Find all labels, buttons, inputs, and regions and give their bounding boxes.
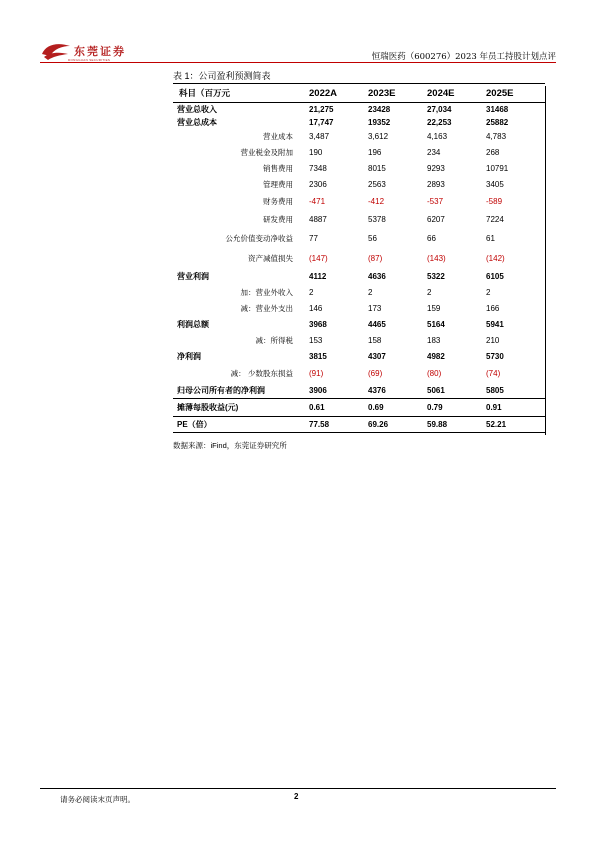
row-label: 摊薄每股收益(元) (173, 399, 309, 417)
table-cell: 158 (368, 336, 382, 345)
table-row (173, 317, 545, 333)
table-cell: 2 (309, 288, 314, 297)
table-cell: 31468 (486, 104, 509, 114)
row-label: 归母公司所有者的净利润 (177, 385, 265, 395)
row-label: 减： 少数股东损益 (230, 369, 293, 378)
table-cell: 19352 (368, 117, 391, 127)
table-cell: 146 (309, 304, 323, 313)
column-header: 2024E (427, 87, 455, 99)
table-cell: 2893 (427, 180, 445, 189)
table-cell: 66 (427, 234, 436, 243)
table-cell: 159 (427, 304, 441, 313)
table-cell: -412 (368, 197, 385, 206)
forecast-table-section (173, 70, 545, 433)
logo-text: 东莞证券 (74, 45, 126, 58)
table-row (173, 161, 545, 177)
table-cell: 0.79 (427, 399, 486, 417)
table-cell: 4982 (427, 352, 445, 361)
table-cell: 4465 (368, 320, 386, 329)
row-label: 营业成本 (263, 132, 293, 141)
table-cell: 2306 (309, 180, 327, 189)
row-label: 资产减值损失 (248, 254, 293, 263)
table-cell: 3,487 (309, 132, 330, 141)
row-label: 公允价值变动净收益 (225, 234, 293, 243)
table-cell: 3,612 (368, 132, 389, 141)
row-label: 财务费用 (263, 197, 293, 206)
column-header: 科目（百万元 (179, 88, 231, 98)
table-cell: 5730 (486, 352, 504, 361)
table-cell: (147) (309, 254, 328, 263)
table-cell: 56 (368, 234, 377, 243)
column-header: 2022A (309, 87, 337, 99)
table-cell: (80) (427, 369, 442, 378)
logo-subtext: DONGGUAN SECURITIES (68, 58, 111, 62)
table-row (173, 285, 545, 301)
table-cell: 196 (368, 148, 382, 157)
table-row (173, 145, 545, 161)
row-label: 净利润 (177, 352, 201, 361)
table-cell: 77 (309, 234, 318, 243)
table-cell: 3815 (309, 352, 327, 361)
table-row (173, 103, 545, 116)
column-header: 2025E (486, 87, 514, 99)
table-cell: 166 (486, 304, 500, 313)
table-row (173, 177, 545, 193)
data-source-note: 数据来源：iFind，东莞证券研究所 (173, 441, 287, 450)
forecast-table (173, 83, 545, 433)
table-cell: 3968 (309, 320, 327, 329)
table-cell: 4112 (309, 272, 327, 281)
table-cell: 21,275 (309, 104, 334, 114)
table-title: 表 1：公司盈利预测简表 (173, 71, 271, 81)
table-cell: 173 (368, 304, 382, 313)
row-label: 研发费用 (263, 215, 293, 224)
table-row (173, 129, 545, 145)
table-header-row (173, 84, 545, 103)
table-row (173, 383, 545, 399)
table-row (173, 229, 545, 249)
table-cell: 52.21 (486, 417, 545, 433)
table-cell: 2563 (368, 180, 386, 189)
footer-disclaimer: 请务必阅读末页声明。 (60, 795, 135, 804)
table-cell: 10791 (486, 164, 509, 173)
table-cell: (143) (427, 254, 446, 263)
table-cell: 27,034 (427, 104, 452, 114)
table-cell: 234 (427, 148, 441, 157)
table-cell: 25882 (486, 117, 509, 127)
row-label: 利润总额 (177, 320, 209, 329)
table-cell: (74) (486, 369, 501, 378)
table-cell: 5322 (427, 272, 445, 281)
table-row (173, 365, 545, 383)
table-cell: (87) (368, 254, 383, 263)
table-cell: (69) (368, 369, 383, 378)
footer-divider (40, 788, 556, 789)
table-cell: 3906 (309, 385, 327, 395)
table-cell: 4,163 (427, 132, 448, 141)
table-cell: 5061 (427, 385, 445, 395)
table-row (173, 269, 545, 285)
table-row (173, 301, 545, 317)
table-row (173, 333, 545, 349)
table-cell: 61 (486, 234, 495, 243)
table-cell: 4887 (309, 215, 327, 224)
table-cell: 17,747 (309, 117, 334, 127)
row-label: 营业利润 (177, 272, 209, 281)
table-row (173, 417, 545, 433)
table-cell: 4307 (368, 352, 386, 361)
table-cell: 153 (309, 336, 323, 345)
column-header: 2023E (368, 87, 396, 99)
table-row (173, 211, 545, 229)
table-cell: 6207 (427, 215, 445, 224)
table-cell: 22,253 (427, 117, 452, 127)
table-cell: 4636 (368, 272, 386, 281)
table-cell: -471 (309, 197, 326, 206)
table-cell: 3405 (486, 180, 504, 189)
table-cell: 9293 (427, 164, 445, 173)
table-row (173, 193, 545, 211)
row-label: 减：所得税 (255, 336, 293, 345)
table-cell: 2 (368, 288, 373, 297)
table-row (173, 399, 545, 417)
table-cell: 7224 (486, 215, 504, 224)
table-cell: 7348 (309, 164, 327, 173)
row-label: 营业税金及附加 (240, 148, 293, 157)
table-cell: 190 (309, 148, 323, 157)
table-cell: 0.69 (368, 399, 427, 417)
row-label: 减：营业外支出 (240, 304, 293, 313)
table-row (173, 349, 545, 365)
table-cell: 59.88 (427, 417, 486, 433)
table-cell: -589 (486, 197, 503, 206)
table-cell: 5805 (486, 385, 504, 395)
table-row (173, 116, 545, 129)
row-label: 管理费用 (263, 180, 293, 189)
table-cell: 2 (486, 288, 491, 297)
row-label: 加：营业外收入 (240, 288, 293, 297)
table-cell: 5164 (427, 320, 445, 329)
table-cell: -537 (427, 197, 444, 206)
table-cell: 4,783 (486, 132, 507, 141)
report-title: 恒瑞医药（600276）2023 年员工持股计划点评 (371, 52, 556, 62)
table-cell: 69.26 (368, 417, 427, 433)
table-cell: 6105 (486, 272, 504, 281)
table-cell: 5941 (486, 320, 504, 329)
table-cell: (91) (309, 369, 324, 378)
table-cell: 210 (486, 336, 500, 345)
table-cell: 0.61 (309, 399, 368, 417)
page-number: 2 (294, 792, 299, 801)
header-divider (40, 62, 556, 63)
table-cell: (142) (486, 254, 505, 263)
row-label: 销售费用 (263, 164, 293, 173)
row-label: PE（倍） (173, 417, 309, 433)
table-cell: 268 (486, 148, 500, 157)
row-label: 营业总收入 (177, 104, 217, 114)
table-right-border (545, 86, 546, 435)
table-cell: 4376 (368, 385, 386, 395)
row-label: 营业总成本 (177, 117, 217, 127)
table-cell: 23428 (368, 104, 391, 114)
table-cell: 2 (427, 288, 432, 297)
page-header (40, 38, 556, 70)
table-row (173, 249, 545, 269)
table-cell: 0.91 (486, 399, 545, 417)
table-cell: 183 (427, 336, 441, 345)
table-cell: 77.58 (309, 417, 368, 433)
table-cell: 8015 (368, 164, 386, 173)
table-cell: 5378 (368, 215, 386, 224)
